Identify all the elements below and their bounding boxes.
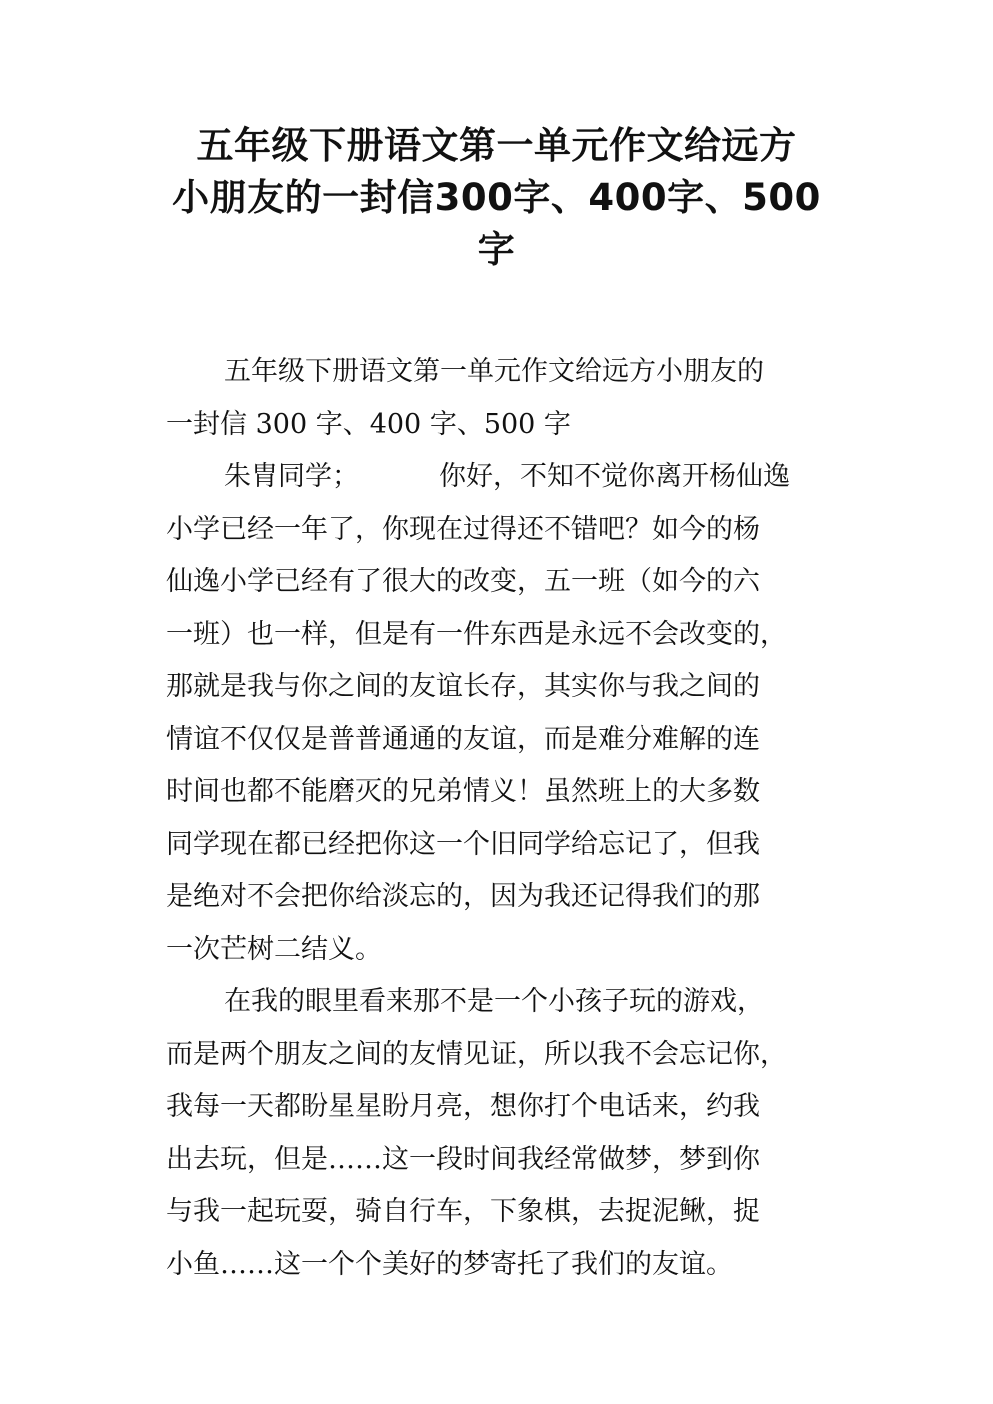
body-line: 五年级下册语文第一单元作文给远方小朋友的 (224, 356, 764, 387)
body-line: 与我一起玩耍，骑自行车，下象棋，去捉泥鳅，捉 (166, 1196, 760, 1227)
body-line: 出去玩，但是……这一段时间我经常做梦，梦到你 (166, 1143, 760, 1175)
body-line: 小鱼……这一个个美好的梦寄托了我们的友谊。 (166, 1248, 733, 1280)
body-line: 时间也都不能磨灭的兄弟情义！虽然班上的大多数 (166, 776, 760, 807)
body-line: 一班）也一样，但是有一件东西是永远不会改变的， (166, 618, 787, 650)
body-line: 同学现在都已经把你这一个旧同学给忘记了，但我 (166, 828, 760, 860)
body-line: 那就是我与你之间的友谊长存，其实你与我之间的 (166, 671, 760, 702)
body-line: 是绝对不会把你给淡忘的，因为我还记得我们的那 (166, 881, 760, 912)
greeting-text: 你好，不知不觉你离开杨仙逸 (439, 461, 790, 492)
body-line: 我每一天都盼星星盼月亮，想你打个电话来，约我 (166, 1091, 760, 1122)
salutation: 朱胄同学； (224, 461, 359, 492)
body-line: 情谊不仅仅是普普通通的友谊，而是难分难解的连 (166, 723, 760, 755)
document-title (160, 120, 833, 276)
document-body (166, 346, 846, 1291)
body-line: 仙逸小学已经有了很大的改变，五一班（如今的六 (166, 566, 760, 597)
title-line-1: 五年级下册语文第一单元作文给远方 (196, 124, 797, 167)
body-line: 小学已经一年了，你现在过得还不错吧？如今的杨 (166, 513, 760, 545)
title-line-3: 字 (477, 228, 516, 271)
greeting-line (166, 451, 846, 504)
body-line: 一封信 300 字、400 字、500 字 (166, 408, 571, 440)
body-line: 一次芒树二结义。 (166, 933, 382, 965)
body-line: 在我的眼里看来那不是一个小孩子玩的游戏， (224, 986, 764, 1017)
title-line-2: 小朋友的一封信300字、400字、500 (172, 176, 821, 219)
body-line: 而是两个朋友之间的友情见证，所以我不会忘记你， (166, 1038, 787, 1070)
